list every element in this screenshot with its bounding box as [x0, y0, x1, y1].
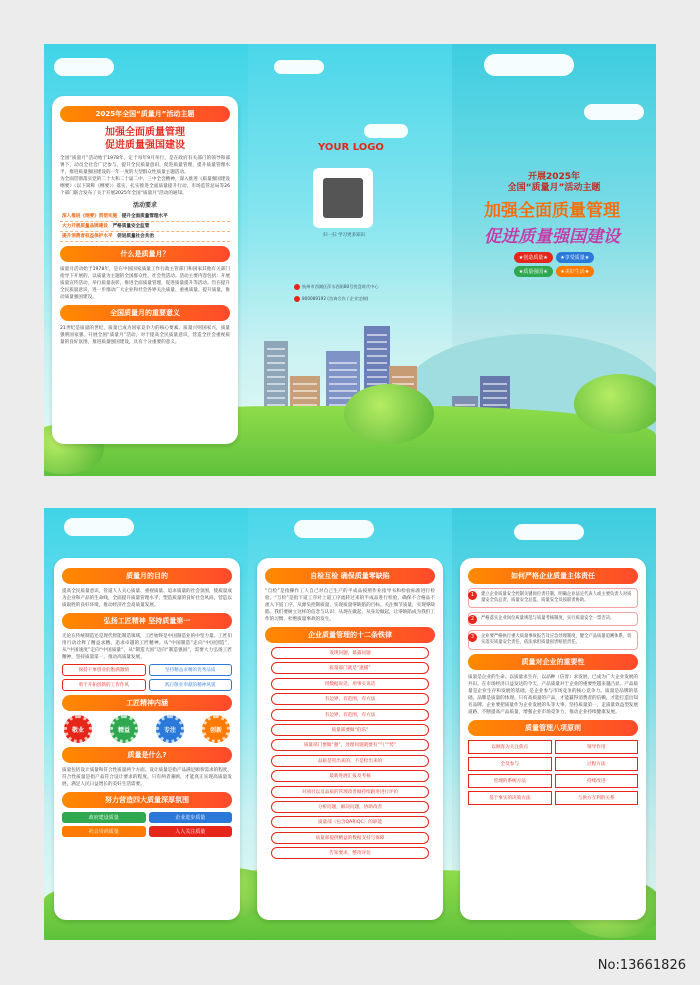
iron-rules-list	[265, 647, 435, 859]
info-card-back-left	[54, 558, 240, 920]
cloud	[364, 124, 408, 138]
phone-line: 800089192 (咨询合作 / 企业定制)	[294, 296, 368, 302]
gear-icon: 专注	[156, 715, 184, 743]
responsibility-pill: 如何严格企业质量主体责任	[468, 568, 638, 584]
responsibility-item: 1 建立企业质量安全控制关键岗位责任制，明确企业法定代表人或主要负责人对质量安全负总责，质量安全总监、质量安全员按职责协助。	[468, 588, 638, 608]
info-card-back-middle	[257, 558, 443, 920]
what-is-quality-month-text: 质量月活动始于1978年，是在中国国家质量工作行政主管部门和国家其他有关部门指导下开展的，以质量为主题的全国群众性、社会性活动。活动主要内容包括：开展质量宣传活动，举行质量表彰，推进全面质量管理，促进质量提升等活动。旨在提升全民质量意识，进一步推动广大企业和社会各界关注质量、重视质量、提升质量，推动质量强国建设。	[60, 267, 230, 300]
rule-item: 最新进展汇报及考核	[271, 770, 429, 782]
main-title-line2: 促进质量强国建设	[105, 140, 185, 151]
principle-item: 管理的系统方法	[468, 774, 552, 788]
cloud	[514, 524, 584, 540]
significance-text: 21世纪是质量的世纪，质量已成为国家竞争力的核心要素。质量兴则国家兴，质量强则国家强。开展全国“质量月”活动，对于提高全民质量意识，营造全社会重视质量的良好氛围，推进质量强国建设，具有十分重要的意义。	[60, 326, 230, 345]
gear-icon: 敬业	[64, 715, 92, 743]
cloud	[64, 518, 134, 536]
rule-item: 质量部门要做“强”，处理问题就要有“气”“势”	[271, 739, 429, 751]
gear-icon: 创新	[202, 715, 230, 743]
significance-pill: 全国质量月的重要意义	[60, 305, 230, 321]
brochure-back-sheet	[44, 508, 656, 940]
atmosphere-tag: 社会崇尚质量	[62, 826, 146, 837]
cover-subtitle-line1: 开展2025年	[527, 172, 581, 182]
principle-item: 过程方法	[555, 757, 639, 771]
qr-code[interactable]	[313, 168, 373, 228]
rule-item: 质量部要做“伯乐”	[271, 724, 429, 736]
rule-item: 有边界，有范围，有方法	[271, 693, 429, 705]
main-title-line1: 加强全面质量管理	[105, 127, 185, 138]
principle-item: 与供方互利的关系	[555, 791, 639, 805]
rule-item: 质量部门就是“逮捕”	[271, 662, 429, 674]
cloud	[294, 520, 374, 538]
company-logo: YOUR LOGO	[318, 142, 384, 153]
cover-badge: ★创造质量★	[514, 252, 553, 263]
cover-badge: ★质量强国★	[514, 266, 553, 277]
intro-paragraph-2: 为全面贯彻落实党的二十大和二十届二中、三中全会精神，深入推进《质量强国建设纲要》（以下简称《纲要》）落实，扎实推进全面质量提升行动，市场监管总局等26个部门联合发布了关于开展2025年全国“质量月”活动的通知。	[60, 177, 230, 196]
brochure-front-sheet	[44, 44, 656, 476]
cover-badges	[514, 252, 594, 277]
requirement-row: 大力开展质量品牌建设 严格质量安全监管	[60, 222, 230, 232]
location-icon	[294, 284, 300, 290]
cloud	[484, 54, 574, 76]
atmosphere-tags	[62, 812, 232, 837]
craftsman-text: 无论在传统制造还是现代智能制造领域，工匠始终是中国制造业的中坚力量。工匠们用行动诠释了精益求精、追求卓越的工匠精神。从“中国制造”走向“中国创造”，从“中国速度”走向“中国质量”，从“制造大国”迈向“制造强国”，需要大力弘扬工匠精神，坚持质量第一，推动高质量发展。	[62, 634, 232, 660]
atmosphere-pill: 努力营造四大质量深厚氛围	[62, 792, 232, 808]
number-badge: 2	[468, 615, 477, 624]
craftsman-tag: 践行敬业奉献的精神风貌	[149, 679, 233, 691]
cloud	[584, 104, 644, 120]
principle-item: 以顾客为关注焦点	[468, 740, 552, 754]
craftsman-tag: 勇于开拓创新的工作作风	[62, 679, 146, 691]
craftsman-tag: 坚持精益求精的优秀品质	[149, 664, 233, 676]
cover-subtitle-line2: 全国“质量月”活动主题	[507, 183, 601, 193]
craftsman-tag: 保持干事创业的饱满激情	[62, 664, 146, 676]
bush	[574, 374, 656, 434]
atmosphere-tag: 企业进步质量	[149, 812, 233, 823]
qr-caption: 扫一扫 学习更多知识	[323, 233, 365, 238]
responsibility-item: 2 严格落实企业岗位质量规范与质量考核制度，实行质量安全一票否决。	[468, 612, 638, 626]
number-badge: 3	[468, 633, 477, 642]
self-check-text: “自检”是指操作工人自己对自己生产的半成品按照作业指导书和检验标准进行检验。“互检”是指下道工序对上道工序流转过来的半成品进行检验，确保不合格品不流入下道工序，从源头控制质量，实现质量零缺陷的目标。关注细节质量，实现零缺陷。我们要树立这样的信念与认识：从现在做起，从身边做起，让零缺陷成为我们工作的习惯，杜绝质量事故的发生。	[265, 589, 435, 622]
rule-item: 用数据说话，用事实说话	[271, 678, 429, 690]
rule-item: 有边界，有范围，有方法	[271, 709, 429, 721]
self-check-pill: 自检互检 确保质量零缺陷	[265, 568, 435, 584]
qr-code-image	[323, 178, 363, 218]
requirement-row: 提升消费者权益保护水平 促进质量社会共治	[60, 232, 230, 242]
principle-item: 持续改进	[555, 774, 639, 788]
what-is-quality-pill: 质量是什么?	[62, 747, 232, 763]
principles-pill: 质量管理八项原则	[468, 720, 638, 736]
gear-icon: 精益	[110, 715, 138, 743]
info-card-back-right	[460, 558, 646, 920]
rule-item: 品质是管出来的，不是检出来的	[271, 755, 429, 767]
principle-item: 基于事实的决策方法	[468, 791, 552, 805]
requirement-row: 深入推进《纲要》贯彻实施 提升全面质量管理水平	[60, 212, 230, 222]
requirements-heading: 活动要求	[132, 202, 157, 209]
importance-text: 质量是企业的生命。以质量求生存，以品种（信誉）求发展，已成为广大企业发展的共识。在市场经济日益发达的今天，产品质量对于企业的重要性越来越凸显。产品质量是企业生存和发展的基础，是企业参与市场竞争的核心竞争力。质量是品牌的基础，品牌是质量的体现。只有高质量的产品，才能赢得消费者的信赖，才能打造出知名品牌。企业要把质量作为企业发展的头等大事，坚持质量第一，走质量效益型发展道路，不断提高产品质量，增强企业市场竞争力，推动企业持续健康发展。	[468, 675, 638, 715]
purpose-text: 提高全民质量意识，管道人人关心质量、重视质量、追求质量的社会氛围，使质量成为企业和产品的生命线，全面提升质量管理水平，塑造质量的良好社会风尚，营造以质取胜的良好环境，推动经济社会高质量发展。	[62, 589, 232, 608]
rule-item: 质量部（包含QA和QC）的职能	[271, 816, 429, 828]
cover-badge: ★美好生活★	[556, 266, 595, 277]
importance-pill: 质量对企业的重要性	[468, 654, 638, 670]
cloud	[274, 60, 324, 74]
what-is-quality-text: 质量包括设计质量和符合性质量两个方面。设计质量是指产品满足顾客需求的程度，符合性质量是指产品符合设计要求的程度。只有两者兼顾，才能真正实现高质量发展，满足人民日益增长的美好生活需要。	[62, 768, 232, 787]
what-is-quality-month-pill: 什么是质量月？	[60, 246, 230, 262]
cover-title-line1: 加强全面质量管理	[484, 201, 620, 221]
rule-item: 发现问题，暴露问题	[271, 647, 429, 659]
rule-item: 分析问题，解决问题，协助改善	[271, 801, 429, 813]
principle-item: 全员参与	[468, 757, 552, 771]
principle-item: 领导作用	[555, 740, 639, 754]
purpose-pill: 质量月的目的	[62, 568, 232, 584]
cloud	[54, 58, 114, 76]
cover-subtitle	[476, 172, 632, 194]
image-number-watermark: No:13661826	[597, 958, 686, 973]
iron-rules-pill: 企业质量管理的十二条铁律	[265, 627, 435, 643]
rule-item: 对项目以及品质的管理改善做持续跟进进行评价	[271, 786, 429, 798]
info-card-front-left	[52, 96, 238, 444]
intro-paragraph-1: 全国“质量月”活动始于1978年，定于每年9月举行，是在政府有关部门的领导和部署下，动员全社会广泛参与，提升全民质量意识，促进质量管理，提升质量管理水平，推进质量强国建设的一年一度的大型群众性质量主题活动。	[60, 156, 230, 175]
spirit-gears	[64, 715, 230, 743]
cover-title-line2: 促进质量强国建设	[484, 227, 620, 247]
theme-pill: 2025年全国“质量月”活动主题	[60, 106, 230, 122]
bush	[344, 384, 434, 444]
rule-item: 告知要求，整改评估	[271, 847, 429, 859]
responsibility-item: 3 企业要严格执行重大质量事故报告及应急处理制度，健全产品质量追溯体系，切实落实质量安全责任，依法承担质量损害赔偿责任。	[468, 630, 638, 650]
phone-icon	[294, 296, 300, 302]
craftsman-tags	[62, 664, 232, 691]
rule-item: 质量部提供精益的数据支持与保障	[271, 832, 429, 844]
requirements-list	[60, 212, 230, 242]
number-badge: 1	[468, 591, 477, 600]
craftsman-pill: 弘扬工匠精神 坚持质量第一	[62, 613, 232, 629]
atmosphere-tag: 政府建设质量	[62, 812, 146, 823]
atmosphere-tag: 人人关注质量	[149, 826, 233, 837]
principles-grid	[468, 740, 638, 805]
address-line: 杭州市西湖区萍水西街80号优盘时代中心	[294, 284, 379, 290]
cover-badge: ★享受质量★	[556, 252, 595, 263]
spirit-pill: 工匠精神内涵	[62, 695, 232, 711]
